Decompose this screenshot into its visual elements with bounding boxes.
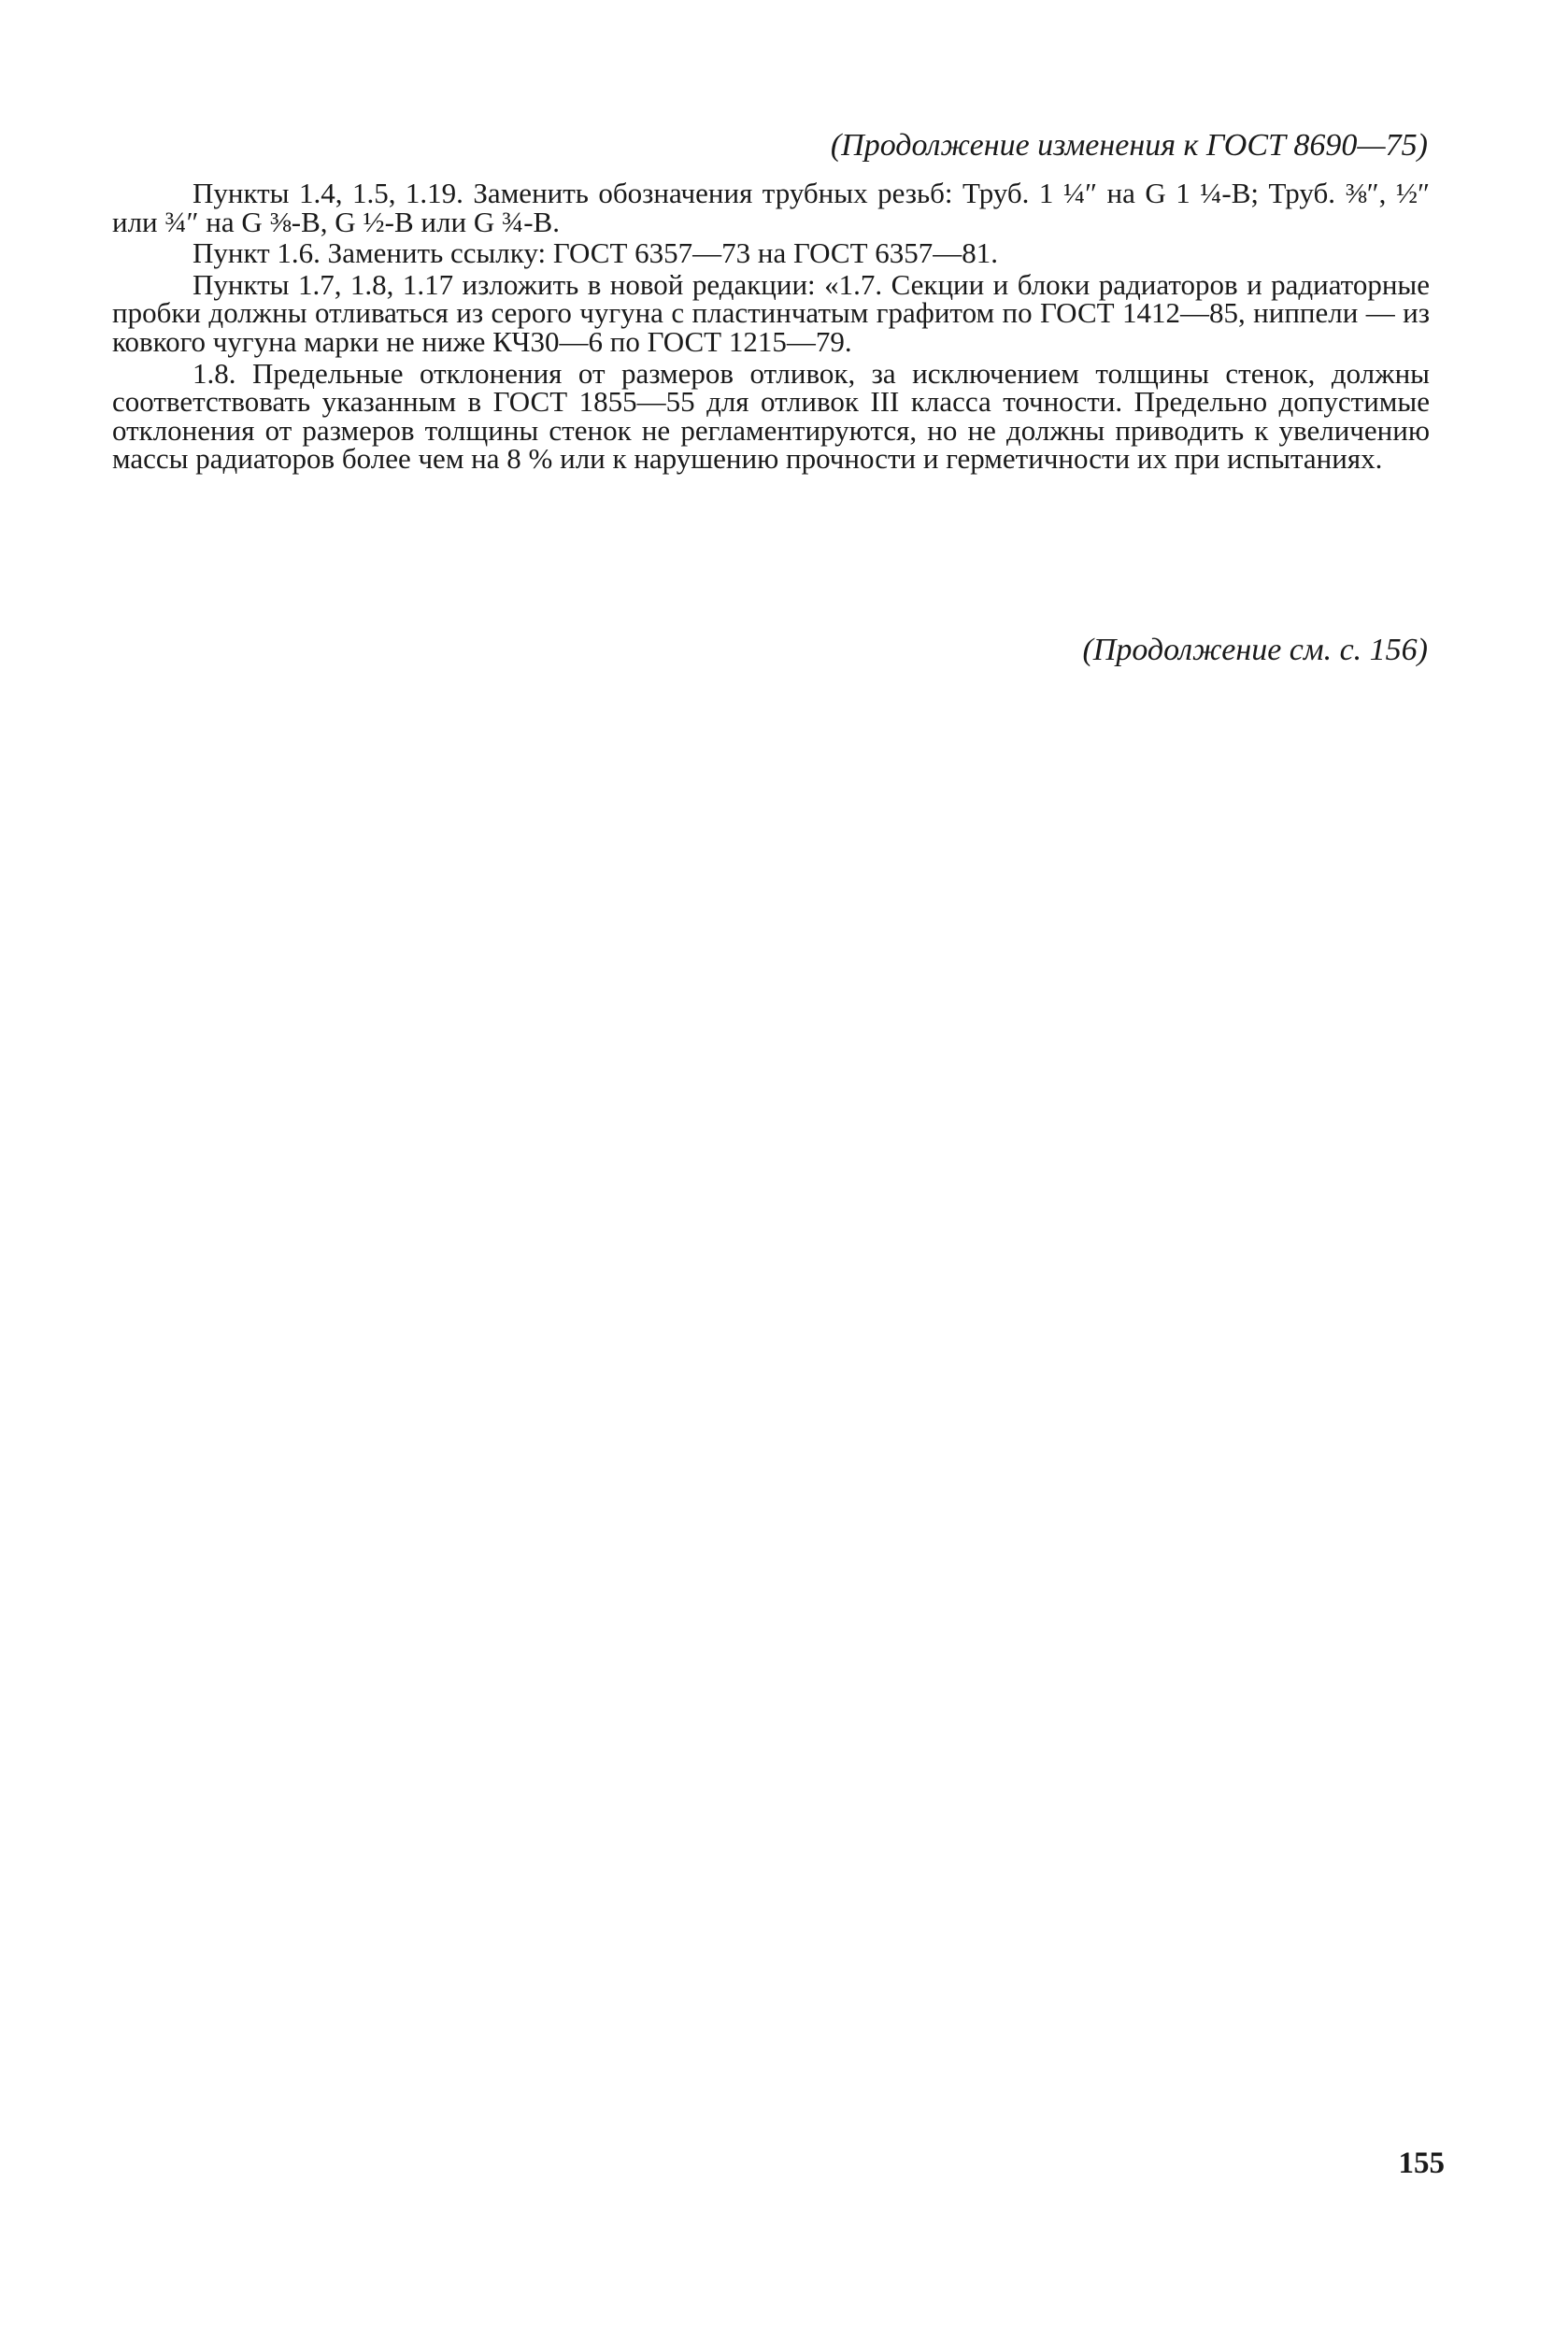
- paragraph-reference-replacement: Пункт 1.6. Заменить ссылку: ГОСТ 6357—73 на ГОСТ 6357—81.: [192, 236, 999, 270]
- paragraph-thread-designations: Пункты 1.4, 1.5, 1.19. Заменить обозначения трубных резьб: Труб. 1 ¼″ на G 1 ¼-В; Труб. ⅜″, ½″ или ¾″ на G ⅜-В, G ½-В или G ¾-В.: [112, 177, 1430, 238]
- paragraph-new-edition: Пункты 1.7, 1.8, 1.17 изложить в новой редакции: «1.7. Секции и блоки радиаторов и радиаторные пробки должны отливаться из серого чугуна с пластинчатым графитом по ГОСТ 1412—85, ниппели — из ковкого чугуна марки не ниже КЧ30—6 по ГОСТ 1215—79.: [112, 267, 1430, 358]
- paragraph-casting-deviations: 1.8. Предельные отклонения от размеров отливок, за исключением толщины стенок, должны соответствовать указанным в ГОСТ 1855—55 для отливок III класса точности. Предельно допустимые отклонения от размеров толщины стенок не регламентируются, но не должны приводить к увеличению массы радиаторов более чем на 8 % или к нарушению прочности и герметичности их при испытаниях.: [112, 356, 1430, 476]
- continuation-footer: (Продолжение см. с. 156): [1082, 633, 1428, 667]
- body-text: [112, 179, 1430, 474]
- page-number: 155: [1398, 2146, 1445, 2180]
- continuation-header: (Продолжение изменения к ГОСТ 8690—75): [830, 128, 1428, 163]
